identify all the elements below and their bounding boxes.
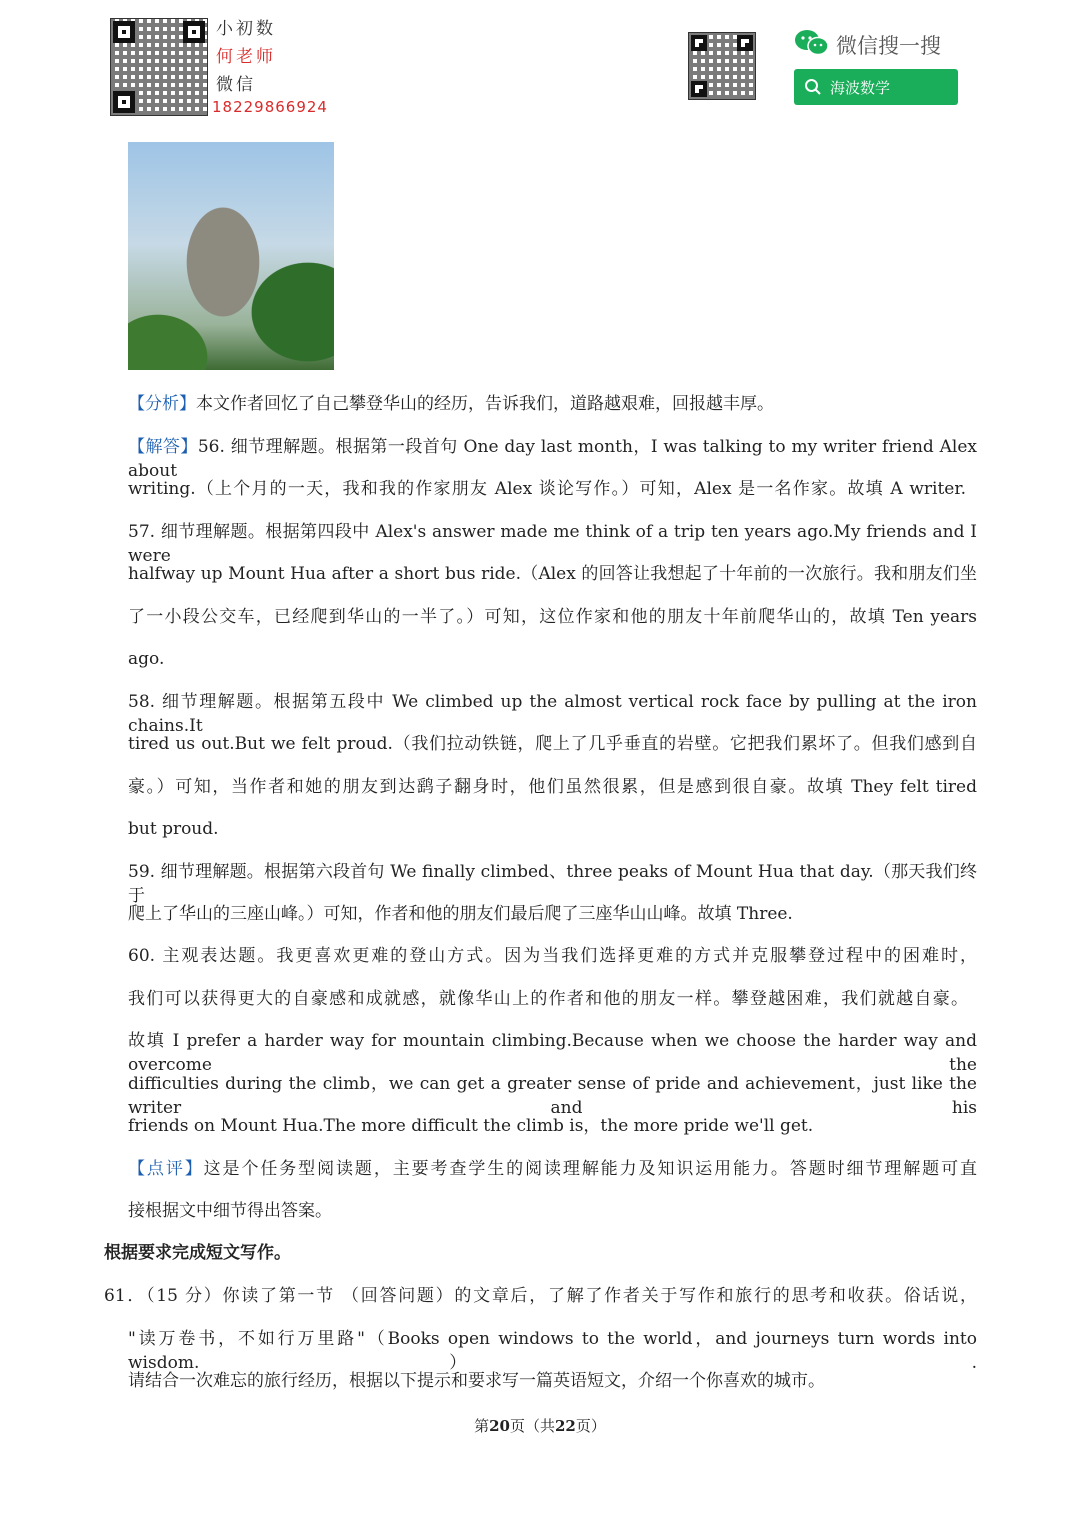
answer-line: 爬上了华山的三座山峰。）可知，作者和他的朋友们最后爬了三座华山山峰。故填 Three. — [128, 904, 793, 924]
question-61-line-1: 61．（15 分）你读了第一节 （回答问题）的文章后，了解了作者关于写作和旅行的思考和收获。俗话说， — [104, 1286, 977, 1306]
comment-tag: 【点评】 — [128, 1159, 204, 1179]
wechat-logo-icon — [794, 29, 830, 57]
answer-line: 豪。）可知，当作者和她的朋友到达鹞子翻身时，他们虽然很累，但是感到很自豪。故填 They felt tired — [128, 777, 977, 797]
qr-caption-line-1: 小初数 — [216, 19, 276, 39]
page-footer — [0, 1415, 1080, 1436]
section-heading: 根据要求完成短文写作。 — [104, 1243, 291, 1263]
answer-line: 我们可以获得更大的自豪感和成就感，就像华山上的作者和他的朋友一样。攀登越困难，我们就越自豪。 — [128, 989, 968, 1009]
question-61-line-2: "读万卷书，不如行万里路"（Books open windows to the world，and journeys turn words into wisdom.） . — [128, 1329, 977, 1373]
wechat-search-button-label: 海波数学 — [830, 78, 891, 97]
footer-total-pages: 22 — [555, 1417, 576, 1435]
footer-mid: 页（共 — [509, 1417, 555, 1435]
qr-caption-phone: 18229866924 — [212, 98, 328, 116]
comment-second-line: 接根据文中细节得出答案。 — [128, 1201, 332, 1221]
answer-line: friends on Mount Hua.The more difficult the climb is，the more pride we'll get. — [128, 1116, 814, 1136]
answer-line: ago. — [128, 649, 165, 669]
answer-line: 60. 主观表达题。我更喜欢更难的登山方式。因为当我们选择更难的方式并克服攀登过程中的困难时， — [128, 946, 977, 966]
qr-caption-line-2: 何老师 — [216, 47, 276, 67]
answer-line: tired us out.But we felt proud.（我们拉动铁链，爬上了几乎垂直的岩壁。它把我们累坏了。但我们感到自 — [128, 734, 977, 754]
answer-line: 59. 细节理解题。根据第六段首句 We finally climbed、three peaks of Mount Hua that day.（那天我们终于 — [128, 862, 977, 906]
analysis-paragraph — [128, 392, 774, 416]
answer-line: but proud. — [128, 819, 219, 839]
mount-hua-photo — [128, 142, 334, 370]
answer-first-text: 56. 细节理解题。根据第一段首句 One day last month，I was talking to my writer friend Alex about — [128, 437, 978, 481]
question-61-line-3: 请结合一次难忘的旅行经历，根据以下提示和要求写一篇英语短文，介绍一个你喜欢的城市。 — [128, 1371, 825, 1391]
comment-first-line — [128, 1157, 977, 1181]
answer-line: writing.（上个月的一天，我和我的作家朋友 Alex 谈论写作。）可知，Alex 是一名作家。故填 A writer. — [128, 479, 966, 499]
answer-tag: 【解答】 — [128, 437, 198, 457]
answer-line: 故填 I prefer a harder way for mountain climbing.Because when we choose the harder way and overcome the — [128, 1031, 977, 1075]
answer-line: 了一小段公交车，已经爬到华山的一半了。）可知，这位作家和他的朋友十年前爬华山的，故填 Ten years — [128, 607, 978, 627]
wechat-search-title: 微信搜一搜 — [836, 34, 941, 58]
wechat-search-button[interactable] — [794, 69, 958, 105]
footer-suffix: 页） — [575, 1417, 606, 1435]
answer-first-line — [128, 435, 977, 483]
answer-line: 58. 细节理解题。根据第五段中 We climbed up the almost vertical rock face by pulling at the iron chains.It — [128, 692, 977, 736]
answer-line: 57. 细节理解题。根据第四段中 Alex's answer made me think of a trip ten years ago.My friends and I were — [128, 522, 977, 566]
answer-line: halfway up Mount Hua after a short bus ride.（Alex 的回答让我想起了十年前的一次旅行。我和朋友们坐 — [128, 564, 977, 584]
search-icon — [804, 78, 822, 96]
qr-caption-line-3: 微信 — [216, 75, 256, 95]
contact-qr-code — [110, 18, 208, 116]
wechat-qr-code — [688, 32, 756, 100]
footer-prefix: 第 — [474, 1417, 490, 1435]
comment-first-text: 这是个任务型阅读题，主要考查学生的阅读理解能力及知识运用能力。答题时细节理解题可直 — [203, 1159, 978, 1179]
footer-page-number: 20 — [489, 1417, 510, 1435]
analysis-tag: 【分析】 — [128, 394, 196, 414]
answer-line: difficulties during the climb，we can get a greater sense of pride and achievement，just like the writer and his — [128, 1074, 977, 1118]
analysis-text: 本文作者回忆了自己攀登华山的经历，告诉我们，道路越艰难，回报越丰厚。 — [196, 394, 774, 414]
